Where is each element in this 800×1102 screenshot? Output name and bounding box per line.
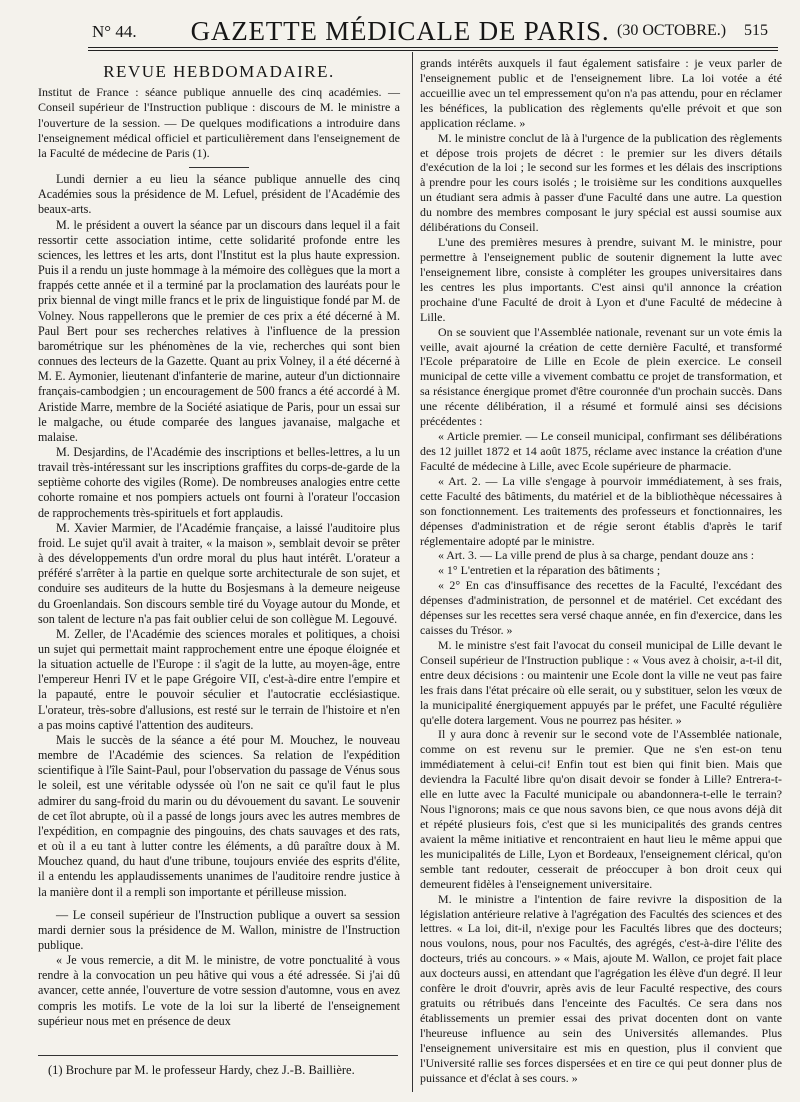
paragraph: grands intérêts auxquels il faut également satisfaire : je veux parler de l'enseignement public et de l'enseignement libre. La loi votée a été accueillie avec un tel empressement qu'on n'a pas attendu, pour en réclamer les bénéfices, la publication des règlements qu'elle prévoit et que son application réclame. »: [420, 56, 782, 130]
paragraph: M. le ministre conclut de là à l'urgence de la publication des règlements et dépose trois projets de décret : le premier sur les divers détails d'exécution de la loi ; le second sur les formes et les délais des inscriptions à prendre pour les cours isolés ; le troisième sur les conditions auxquelles un étudiant sera admis à passer d'une Faculté dans une autre. La question du nombre des membres composant le jury spécial est aussi soumise aux délibérations du Conseil.: [420, 130, 782, 235]
paragraph: « Art. 3. — La ville prend de plus à sa charge, pendant douze ans :: [438, 548, 755, 563]
section-summary: Institut de France : séance publique annuelle des cinq académies. — Conseil supérieur de l'Instruction publique : discours de M. le ministre a l'ouverture de la session. — De quelques modifications a introduire dans l'enseignement médical officiel et particulièrement dans l'enseignement de la Faculté de médecine de Paris (1).: [38, 85, 400, 160]
paragraph: M. Zeller, de l'Académie des sciences morales et politiques, a choisi un sujet qui permettait maint rapprochement entre une époque éloignée et la situation actuelle de l'Europe : il s'agit de la lutte, au moyen-âge, entre l'empereur Henri IV et le pape Grégoire VII, c'est-à-dire entre l'empire et la papauté, entre le pouvoir séculier et l'autocratie ecclésiastique. L'orateur, très-sobre d'allusions, est resté sur le terrain de l'histoire et n'en a pas moins captivé l'attention des auditeurs.: [38, 626, 400, 732]
paragraph: Mais le succès de la séance a été pour M. Mouchez, le nouveau membre de l'Académie des sciences. Sa relation de l'expédition scientifique à l'île Saint-Paul, pour l'observation du passage de Vénus sous le soleil, est une véritable odyssée où l'on ne sait ce qu'il faut le plus admirer du sang-froid du marin ou du dévouement du savant. Le souvenir de cet îlot abrupte, où il a passé de longs jours avec les autres membres de l'expédition, en compagnie des pingouins, des chats sauvages et des rats, et où il a eu tant à lutter contre les éléments, a dû paraître doux à M. Mouchez quand, du haut d'une tribune, toujours enviée des esprits d'élite, il a entendu les applaudissements unanimes de l'auditoire rendre justice à la manière dont il a rempli son importante et périlleuse mission.: [38, 732, 400, 899]
paragraph: M. le ministre a l'intention de faire revivre la disposition de la législation antérieure relative à l'agrégation des Facultés des sciences et des lettres. « La loi, dit-il, n'exige pour les Facultés libres que des docteurs; nous voulons, nous, pour nos Facultés, des agrégés, c'est-à-dire l'élite des docteurs, triés au concours. » « Mais, ajoute M. Wallon, ce projet fait place aux docteurs aussi, en attendant que l'agrégation les élève d'un degré. Il leur confère le droit d'ouvrir, après avis de leur Faculté respective, des cours gratuits ou rétribués dans l'enceinte des Facultés. Ce sera dans nos établissements un premier essai des privat docenten dont on vante l'heureuse influence au sein des Universités allemandes. Plus l'enseignement universitaire est mis en question, plus il convient que l'Université rallie ses forces dispersées et en tire ce qui peut donner plus de puissance et d'éclat à ses cours. »: [420, 891, 782, 1085]
newspaper-title: GAZETTE MÉDICALE DE PARIS.: [190, 16, 610, 46]
footnote: (1) Brochure par M. le professeur Hardy, chez J.-B. Baillière.: [48, 1063, 355, 1077]
paragraph: « 2° En cas d'insuffisance des recettes de la Faculté, l'excédant des dépenses d'administration, de personnel et de matériel. Cet excédant des dépenses sur les recettes sera versé chaque année, en fin d'exercice, dans les caisses du Trésor. »: [420, 578, 782, 638]
paragraph: L'une des premières mesures à prendre, suivant M. le ministre, pour permettre à l'enseignement public de soutenir dignement la lutte avec l'enseignement libre, consiste à compléter les groupes universitaires dans les centres les plus importants. C'est ainsi qu'il annonce la création prochaine d'une Faculté de droit à Lyon et d'une Faculté de médecine à Lille.: [420, 235, 782, 324]
paragraph: M. le ministre s'est fait l'avocat du conseil municipal de Lille devant le Conseil supérieur de l'Instruction publique : « Vous avez à choisir, a-t-il dit, entre deux décisions : ou maintenir une Ecole dont la ville ne veut pas faire les frais dans l'état précaire où elle serait, ou y substituer, selon les vœux de la municipalité énergiquement appuyés par le préfet, une Faculté régulière qu'elle dotera largement. Vous ne pourrez pas hésiter. »: [420, 637, 782, 727]
paragraph: — Le conseil supérieur de l'Instruction publique a ouvert sa session mardi dernier sous la présidence de M. Wallon, ministre de l'Instruction publique.: [38, 907, 400, 952]
column-divider: [412, 52, 413, 1092]
paragraph: M. Xavier Marmier, de l'Académie française, a laissé l'auditoire plus froid. Le sujet qu'il avait à traiter, « la maison », semblait devoir se prêter à des développements d'un ordre moral du plus haut intérêt. L'orateur a préféré s'arrêter à la partie en quelque sorte architecturale de son sujet, et conduire ses auditeurs de la hutte du Bosjesmans à la demeure neigeuse du Groenlandais. Son discours semble tiré du Voyage autour du Monde, et son talent de lecture n'a pas fait oublier celui de son collègue M. Legouvé.: [38, 520, 400, 626]
paragraph: M. Desjardins, de l'Académie des inscriptions et belles-lettres, a lu un travail très-intéressant sur les inscriptions graffites du corps-de-garde de la septième cohorte des vigiles (Rome). De nombreuses analogies entre cette cohorte romaine et nos pompiers actuels ont fourni à l'orateur l'occasion de rapprochements très-spirituels et fort applaudis.: [38, 444, 400, 520]
page-number: 515: [744, 22, 768, 39]
paragraph: Il y aura donc à revenir sur le second vote de l'Assemblée nationale, comme on est revenu sur le premier. Que ne s'en est-on tenu immédiatement à celui-ci! Enfin tout est bien qui finit bien. Mais que deviendra la Faculté libre qu'on disait devoir se fonder à Lille? Entrera-t-elle en lutte avec la Faculté municipale ou abandonnera-t-elle le terrain? Nous l'ignorons; mais ce que nous savons bien, ce que nous avons déjà dit et répété plusieurs fois, c'est que si les municipalités des grands centres avaient la même initiative et rencontraient en haut lieu le même appui que les municipalités de Lille, Lyon et Bordeaux, l'enseignement clérical, qu'on semble tant redouter, cesserait de préoccuper à bon droit ceux qui demeurent fidèles à l'enseignement universitaire.: [420, 727, 782, 891]
issue-date: (30 OCTOBRE.): [617, 22, 727, 39]
right-column: [420, 56, 782, 1086]
paragraph: Lundi dernier a eu lieu la séance publique annuelle des cinq Académies sous la présidence de M. Lefuel, président de l'Académie des beaux-arts.: [38, 172, 400, 217]
paragraph: « Article premier. — Le conseil municipal, confirmant ses délibérations des 12 juillet 1872 et 14 août 1875, réclame avec instance la création d'une Faculté de médecine à Lille, avec Ecole supérieure de pharmacie.: [420, 429, 782, 473]
section-title: REVUE HEBDOMADAIRE.: [103, 62, 335, 81]
header-rule: [88, 47, 778, 51]
left-column: [38, 56, 400, 1029]
paragraph: « Je vous remercie, a dit M. le ministre, de votre ponctualité à vous rendre à la convocation un peu hâtive qui vous a été adressée. Si j'ai dû avancer, cette année, l'ouverture de votre session d'automne, vous en avez compris les motifs. Le vote de la loi sur la liberté de l'enseignement supérieur nous met en présence de deux: [38, 953, 400, 1028]
paragraph: On se souvient que l'Assemblée nationale, revenant sur un vote émis la veille, avait ajourné la création de cette dernière Faculté, et transformé l'Ecole préparatoire de Lille en Ecole de plein exercice. Le conseil municipal de cette ville a vivement combattu ce projet de transformation, et sa résistance énergique promet d'être couronnée d'un prochain succès. Dans une récente délibération, il a résumé et formulé ainsi ses décisions précédentes :: [420, 324, 782, 429]
summary-separator: [189, 167, 249, 168]
footnote-rule: [38, 1055, 398, 1056]
paragraph: « Art. 2. — La ville s'engage à pourvoir immédiatement, à ses frais, cette Faculté des bâtiments, du matériel et de la bibliothèque nécessaires à son fonctionnement. Les traitements des professeurs et fonctionnaires, les dépenses d'administration et de régie seront établis d'après le tarif réglementaire adopté par le ministre.: [420, 473, 782, 548]
paragraph: M. le président a ouvert la séance par un discours dans lequel il a fait ressortir cette association intime, cette solidarité profonde entre les sciences, les lettres et les arts, dont l'Institut est la plus haute expression. Puis il a rendu un juste hommage à la mémoire des collègues que la mort a frappés cette année et il a terminé par la proclamation des lauréats pour le prix biennal de vingt mille francs et le prix de linguistique fondé par M. de Volney. Nous rappellerons que le premier de ces prix a été décerné à M. Paul Bert pour ses recherches relatives à l'influence de la pression barométrique sur les phénomènes de la vie, recherches qui sont bien connues des lecteurs de la Gazette. Quant au prix Volney, il a été décerné à M. E. Aymonier, lieutenant d'infanterie de marine, auteur d'un dictionnaire français-cambodgien ; un encouragement de 500 francs a été accordé à M. Aristide Marre, membre de la Société asiatique de Paris, pour un essai sur le malgache, ou étude comparée des langues javanaise, malgache et malaise.: [38, 217, 400, 444]
page-header: [0, 14, 800, 48]
issue-number: N° 44.: [92, 22, 137, 41]
paragraph: « 1° L'entretien et la réparation des bâtiments ;: [438, 563, 661, 578]
